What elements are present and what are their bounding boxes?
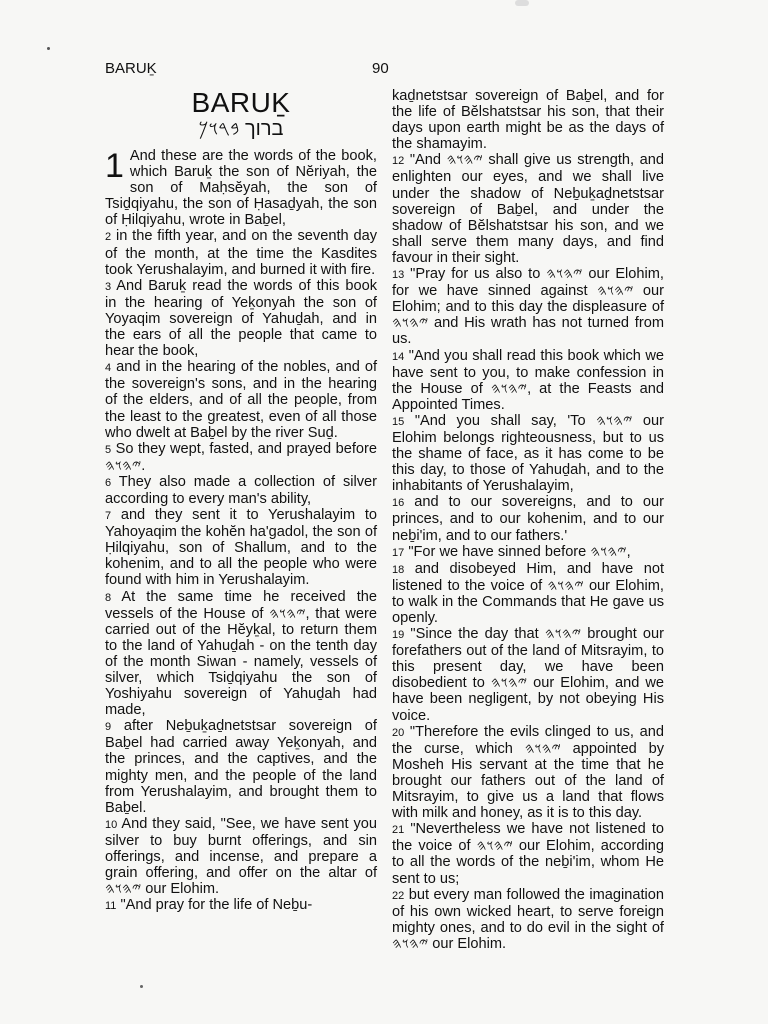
scan-mark xyxy=(515,0,529,6)
scan-speck xyxy=(47,47,50,50)
book-subtitle: ברוך 𐤁𐤓𐤅𐤊 xyxy=(198,118,284,140)
verse xyxy=(105,228,377,277)
verse xyxy=(392,413,664,494)
verse-text: but every man followed the imagination of his own wicked heart, to serve foreign mighty ones, and to do evil in the sight of 𐤉𐤄𐤅𐤄 our Elohim. xyxy=(392,886,664,952)
verse-number: 6 xyxy=(105,476,112,489)
verse-text: So they wept, fasted, and prayed before 𐤉𐤄𐤅𐤄. xyxy=(105,440,377,474)
left-column-text xyxy=(105,148,377,914)
verse-number: 22 xyxy=(392,889,405,902)
verse xyxy=(392,821,664,886)
verse-number: 12 xyxy=(392,155,405,168)
right-column xyxy=(392,88,664,952)
verse-number: 2 xyxy=(105,231,112,244)
verse xyxy=(105,278,377,359)
running-head: BARUḴ xyxy=(105,60,157,77)
verse-text: "And you shall say, 'To 𐤉𐤄𐤅𐤄 our Elohim belongs righteousness, but to us the shame of face, as it has come to be this day, to those of Yahuḏah, and to the inhabitants of Yerushalayim, xyxy=(392,412,665,495)
verse-text: "For we have sinned before 𐤉𐤄𐤅𐤄, xyxy=(408,543,631,560)
verse-number: 16 xyxy=(392,497,405,510)
verse-number: 21 xyxy=(392,824,405,837)
verse-number: 8 xyxy=(105,591,112,604)
verse-number: 14 xyxy=(392,350,405,363)
verse-text: "Therefore the evils clinged to us, and the curse, which 𐤉𐤄𐤅𐤄 appointed by Mosheh His servant at the time that he brought our fathers out of the land of Mitsrayim, to give us a land that flows with milk and honey, as it is to this day. xyxy=(392,723,664,822)
verse xyxy=(392,626,664,724)
verse-text: "And you shall read this book which we have sent to you, to make confession in the House of 𐤉𐤄𐤅𐤄, at the Feasts and Appointed Times. xyxy=(392,347,665,413)
right-column-text xyxy=(392,88,664,952)
verse-number: 5 xyxy=(105,443,112,456)
verse-text: "And pray for the life of Neḇu- xyxy=(120,897,313,914)
verse xyxy=(105,897,377,914)
verse-text: "Pray for us also to 𐤉𐤄𐤅𐤄 our Elohim, for we have sinned against 𐤉𐤄𐤅𐤄 our Elohim; and to this day the displeasure of 𐤉𐤄𐤅𐤄 and His wrath has not turned from us. xyxy=(392,266,664,348)
verse-text: and disobeyed Him, and have not listened to the voice of 𐤉𐤄𐤅𐤄 our Elohim, to walk in the Commands that He gave us openly. xyxy=(392,560,664,626)
verse-text: "Since the day that 𐤉𐤄𐤅𐤄 brought our forefathers out of the land of Mitsrayim, to this present day, we have been disobedient to 𐤉𐤄𐤅𐤄 our Elohim, and we have been negligent, by not obeying His voice. xyxy=(392,626,664,724)
verse xyxy=(105,441,377,474)
verse-number: 7 xyxy=(105,510,112,523)
verse-text: And they said, "See, we have sent you silver to buy burnt offerings, and sin offerings, and incense, and prepare a grain offering, and offer on the altar of 𐤉𐤄𐤅𐤄 our Elohim. xyxy=(105,815,377,898)
verse xyxy=(105,474,377,507)
verse xyxy=(392,887,664,952)
verse-text: after Neḇuḵaḏnetstsar sovereign of Baḇel had carried away Yeḵonyah, and the princes, and the captives, and the mighty men, and the people of the land from Yerushalayim, and brought them to Baḇel. xyxy=(105,718,377,816)
verse xyxy=(105,589,377,719)
verse-number: 19 xyxy=(392,629,405,642)
verse-text: And Baruḵ read the words of this book in the hearing of Yeḵonyah the son of Yoyaqim sovereign of Yahuḏah, and in the ears of all the people that came to hear the book, xyxy=(105,277,377,360)
verse xyxy=(105,359,377,440)
verse xyxy=(105,816,377,897)
left-column xyxy=(105,88,377,914)
verse-number: 15 xyxy=(392,415,405,428)
verse-number: 13 xyxy=(392,269,405,282)
verse xyxy=(392,544,664,561)
verse xyxy=(392,88,664,152)
verse-number: 9 xyxy=(105,721,112,734)
verse-number: 18 xyxy=(392,563,405,576)
verse-number: 17 xyxy=(392,546,405,559)
verse-number: 10 xyxy=(105,818,118,831)
verse-text: kaḏnetstsar sovereign of Baḇel, and for the life of Bĕlshatstsar his son, that their days upon earth might be as the days of the shamayim. xyxy=(392,88,664,153)
verse xyxy=(392,494,664,543)
verse-text: and in the hearing of the nobles, and of the sovereign's sons, and in the hearing of the elders, and of all the people, from the least to the greatest, even of all those who dwelt at Baḇel by the river Suḏ. xyxy=(105,359,378,441)
verse-text: "And 𐤉𐤄𐤅𐤄 shall give us strength, and enlighten our eyes, and we shall live under the shadow of Neḇuḵaḏnetstsar sovereign of Baḇel, and under the shadow of Bĕlshatstsar his son, and we shall serve them many days, and find favour in their sight. xyxy=(392,152,665,266)
verse xyxy=(105,507,377,588)
verse xyxy=(392,152,664,266)
verse xyxy=(392,266,664,347)
verse-number: 20 xyxy=(392,726,405,739)
verse-text: and to our sovereigns, and to our princes, and to our kohenim, and to our neḇi'im, and to our fathers.' xyxy=(392,494,664,544)
verse-text: and they sent it to Yerushalayim to Yahoyaqim the kohĕn ha'gadol, the son of Ḥilqiyahu, son of Shallum, and to the kohenim, and to all the people who were found with him in Yerushalayim. xyxy=(105,507,377,589)
verse xyxy=(392,724,664,822)
verse-text: "Nevertheless we have not listened to the voice of 𐤉𐤄𐤅𐤄 our Elohim, according to all the words of the neḇi'im, whom He sent to us; xyxy=(392,821,664,887)
book-title: BARUḴ xyxy=(191,87,291,118)
verse-text: in the fifth year, and on the seventh day of the month, at the time the Kasdites took Yerushalayim, and burned it with fire. xyxy=(105,228,377,278)
verse-text: And these are the words of the book, which Baruḵ the son of Nĕriyah, the son of Maḥsĕyah, the son of Tsiḏqiyahu, the son of Ḥasaḏyah, the son of Ḥilqiyahu, wrote in Baḇel, xyxy=(105,148,377,229)
verse-text: At the same time he received the vessels of the House of 𐤉𐤄𐤅𐤄, that were carried out of the Hĕyḵal, to return them to the land of Yahuḏah - on the tenth day of the month Siwan - namely, vessels of silver, which Tsiḏqiyahu the son of Yoshiyahu sovereign of Yahuḏah had made, xyxy=(105,588,378,719)
verse xyxy=(105,148,377,228)
verse-number: 3 xyxy=(105,280,112,293)
verse-number: 11 xyxy=(105,900,117,913)
page-number: 90 xyxy=(372,60,389,77)
verse xyxy=(392,561,664,626)
verse-text: They also made a collection of silver according to every man's ability, xyxy=(105,473,378,507)
verse xyxy=(105,718,377,816)
chapter-number: 1 xyxy=(105,147,124,185)
scan-speck xyxy=(140,985,143,988)
verse xyxy=(392,348,664,413)
verse-number: 4 xyxy=(105,362,112,375)
